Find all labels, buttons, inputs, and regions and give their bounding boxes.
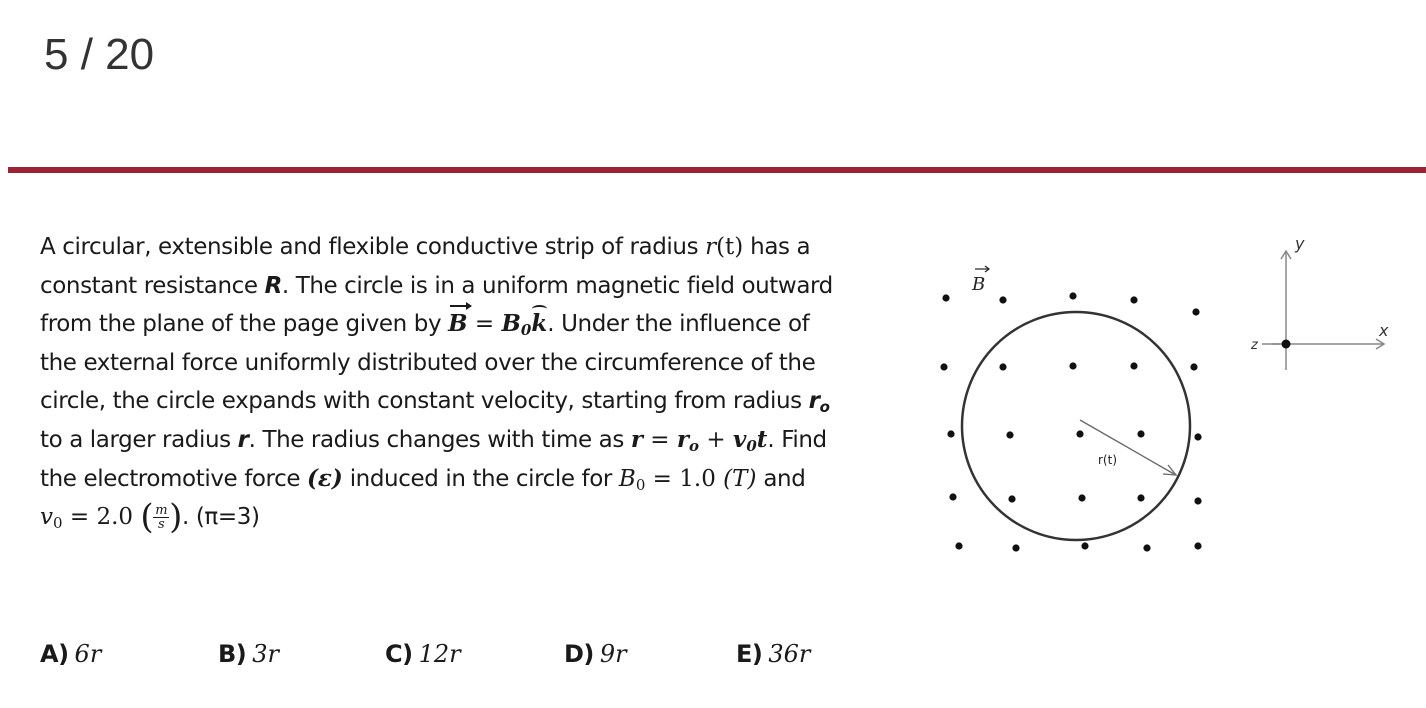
- math-unit-t: (T): [723, 465, 757, 492]
- text-segment: constant resistance: [40, 272, 265, 299]
- math-paren-open: (: [140, 497, 154, 538]
- text-segment: to a larger radius: [40, 426, 238, 453]
- field-dot: [1130, 296, 1137, 303]
- y-axis-label: y: [1295, 234, 1305, 253]
- option-value: 36r: [768, 640, 811, 668]
- z-axis-label: z: [1251, 338, 1258, 353]
- math-plus: +: [699, 426, 733, 453]
- field-dot: [1137, 430, 1144, 437]
- math-sub: 0: [635, 475, 646, 494]
- question-line-1: [40, 228, 910, 267]
- question-line-6: [40, 421, 910, 460]
- field-dot: [999, 296, 1006, 303]
- math-epsilon: (ε): [307, 464, 343, 492]
- field-dot: [949, 493, 956, 500]
- math-r: r: [676, 425, 690, 453]
- question-line-7: [40, 460, 910, 499]
- conducting-loop: [962, 312, 1190, 540]
- radius-arrowhead: [1163, 465, 1176, 475]
- field-dot: [1008, 495, 1015, 502]
- math-value: = 2.0: [62, 504, 141, 531]
- question-line-5: [40, 382, 910, 421]
- text-segment: . The circle is in a uniform magnetic field outward: [281, 272, 833, 299]
- option-c[interactable]: [385, 640, 461, 669]
- text-segment: . (π=3): [182, 504, 260, 531]
- field-dot: [1194, 497, 1201, 504]
- math-b: B: [618, 465, 636, 492]
- math-sub: 0: [520, 321, 532, 340]
- field-dot: [1069, 292, 1076, 299]
- math-t: t: [756, 425, 768, 453]
- field-dot: [1130, 362, 1137, 369]
- question-line-2: [40, 267, 910, 306]
- math-paren-close: ): [169, 497, 183, 538]
- text-segment: A circular, extensible and flexible conductive strip of radius: [40, 234, 706, 260]
- field-dot: [1194, 542, 1201, 549]
- question-line-4: [40, 344, 910, 383]
- option-d[interactable]: [564, 640, 627, 669]
- math-equals: =: [642, 426, 677, 453]
- math-denominator: s: [158, 517, 165, 533]
- option-b[interactable]: [218, 640, 279, 669]
- field-dot: [942, 294, 949, 301]
- magnetic-field-figure: [930, 236, 1220, 566]
- option-letter: A): [40, 640, 69, 668]
- field-dot: [1076, 430, 1083, 437]
- option-letter: B): [218, 640, 247, 668]
- math-v: v: [40, 504, 53, 531]
- field-dot: [1012, 544, 1019, 551]
- math-equals: =: [467, 311, 502, 338]
- math-resistance: R: [264, 272, 282, 299]
- math-numerator: m: [155, 503, 168, 519]
- math-r: r: [808, 388, 820, 415]
- radius-label: r(t): [1098, 453, 1118, 467]
- field-dot: [1006, 431, 1013, 438]
- field-dot: [1078, 494, 1085, 501]
- math-vector-b: B: [448, 305, 467, 344]
- question-text: [40, 228, 910, 537]
- math-sub: o: [819, 398, 830, 417]
- option-a[interactable]: [40, 640, 101, 669]
- text-segment: induced in the circle for: [342, 465, 619, 492]
- math-t: (t): [716, 234, 744, 260]
- header-divider: [8, 167, 1426, 173]
- math-v: v: [732, 425, 747, 453]
- text-segment: . Find: [767, 426, 827, 453]
- text-segment: from the plane of the page given by: [40, 311, 449, 338]
- math-sub: 0: [746, 436, 757, 455]
- question-line-8: [40, 498, 910, 537]
- option-e[interactable]: [736, 640, 810, 669]
- option-value: 9r: [599, 640, 627, 668]
- text-segment: and: [756, 465, 806, 492]
- text-segment: . The radius changes with time as: [248, 426, 631, 453]
- field-dot: [1143, 544, 1150, 551]
- field-dot: [955, 542, 962, 549]
- field-dot: [999, 363, 1006, 370]
- coordinate-axes: [1240, 232, 1400, 382]
- option-letter: E): [736, 640, 763, 668]
- text-segment: . Under the influence of: [547, 311, 810, 338]
- math-sub: o: [689, 436, 700, 455]
- field-label: B: [972, 274, 986, 295]
- math-k-hat: k: [531, 305, 547, 344]
- option-letter: C): [385, 640, 413, 668]
- radius-line: [1080, 420, 1174, 474]
- field-dot: [1190, 363, 1197, 370]
- math-fraction: [153, 504, 169, 531]
- option-letter: D): [564, 640, 594, 668]
- math-b0: B: [501, 310, 521, 338]
- option-value: 3r: [252, 640, 280, 668]
- origin-dot: [1282, 340, 1291, 349]
- question-counter: 5 / 20: [44, 30, 155, 79]
- math-sub: 0: [53, 514, 63, 533]
- field-dots: [940, 292, 1201, 551]
- field-dot: [940, 363, 947, 370]
- text-segment: circle, the circle expands with constant velocity, starting from radius: [40, 388, 809, 415]
- option-value: 12r: [418, 640, 461, 668]
- field-dot: [1192, 308, 1199, 315]
- field-dot: [1081, 542, 1088, 549]
- math-r: r: [630, 425, 643, 453]
- field-dot: [1069, 362, 1076, 369]
- field-dot: [947, 430, 954, 437]
- text-segment: has a: [743, 234, 811, 260]
- x-axis-label: x: [1379, 321, 1389, 340]
- text-segment: the electromotive force: [40, 465, 308, 492]
- field-dot: [1137, 494, 1144, 501]
- math-r: r: [237, 426, 249, 453]
- math-r: r: [705, 234, 717, 260]
- question-line-3: [40, 305, 910, 344]
- option-value: 6r: [74, 640, 102, 668]
- field-dot: [1194, 433, 1201, 440]
- math-value: = 1.0: [645, 465, 724, 492]
- text-segment: the external force uniformly distributed over the circumference of the: [40, 349, 816, 376]
